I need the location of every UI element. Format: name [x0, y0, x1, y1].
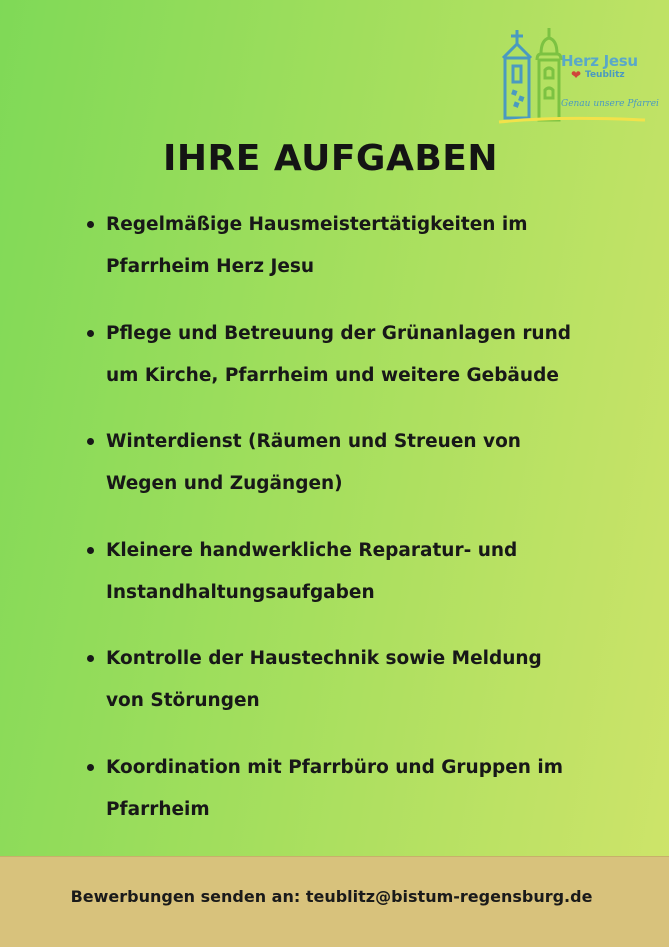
task-line-1: Kontrolle der Haustechnik sowie Meldung: [106, 648, 542, 669]
logo-tagline: Genau unsere Pfarrei: [561, 99, 659, 109]
task-line-2: Instandhaltungsaufgaben: [106, 581, 375, 603]
task-line-1: Winterdienst (Räumen und Streuen von: [106, 431, 521, 452]
list-item: [86, 747, 616, 831]
parish-logo: [497, 26, 659, 130]
list-item: [86, 638, 616, 722]
list-item: [86, 530, 616, 614]
list-item: [86, 313, 616, 397]
task-list: [86, 204, 616, 855]
list-item: [86, 204, 616, 288]
task-line-1: Koordination mit Pfarrbüro und Gruppen im: [106, 756, 563, 778]
list-item: [86, 421, 616, 505]
page-title: IHRE AUFGABEN: [162, 138, 499, 179]
task-line-2: Pfarrheim Herz Jesu: [106, 256, 315, 277]
task-line-2: Wegen und Zugängen): [106, 473, 343, 494]
application-contact: Bewerbungen senden an: teublitz@bistum-regensburg.de: [70, 886, 593, 906]
task-line-1: Regelmäßige Hausmeistertätigkeiten im: [106, 214, 528, 235]
task-line-2: von Störungen: [106, 690, 260, 711]
footer-banner: [0, 856, 669, 947]
logo-place: Teublitz: [585, 70, 625, 80]
task-line-2: Pfarrheim: [106, 798, 210, 820]
logo-name: Herz Jesu: [561, 52, 638, 70]
task-line-1: Kleinere handwerkliche Reparatur- und: [106, 539, 518, 561]
task-line-2: um Kirche, Pfarrheim und weitere Gebäude: [106, 364, 559, 386]
task-line-1: Pflege und Betreuung der Grünanlagen rund: [106, 322, 572, 344]
heart-icon: ❤: [571, 68, 582, 82]
